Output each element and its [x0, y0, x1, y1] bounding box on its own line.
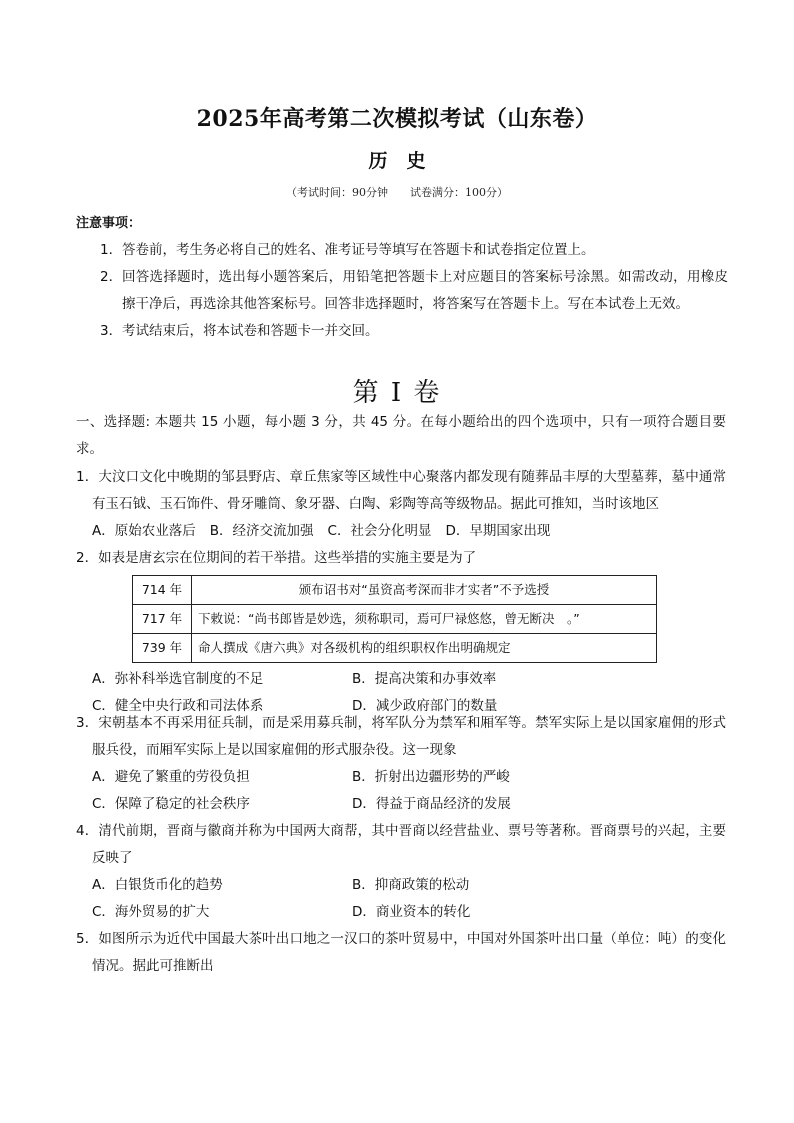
- table-cell-event: 下敕说：“尚书郎皆是妙选，须称职司，焉可尸禄悠悠，曾无断决 。”: [192, 605, 657, 634]
- page-title: 2025年高考第二次模拟考试（山东卷）: [196, 106, 598, 132]
- option-c: C．社会分化明显: [327, 523, 432, 539]
- table-cell-year: 714 年: [133, 576, 192, 605]
- table-row: [133, 576, 657, 605]
- option-b: B．提高决策和办事效率: [352, 671, 497, 687]
- notice-number: 1．: [100, 242, 123, 258]
- question-stem: 2．如表是唐玄宗在位期间的若干举措。这些举措的实施主要是为了: [76, 550, 477, 566]
- option-a: A．弥补科举选官制度的不足: [92, 671, 264, 687]
- notice-list: [100, 237, 728, 345]
- events-table: [132, 575, 657, 663]
- table-cell-year: 739 年: [133, 634, 192, 663]
- option-b: B．抑商政策的松动: [352, 877, 470, 893]
- question-3: [76, 710, 726, 818]
- question-4: [76, 818, 726, 926]
- option-a: A．原始农业落后: [92, 523, 196, 539]
- notice-number: 3．: [100, 323, 123, 339]
- notice-text: 答卷前，考生务必将自己的姓名、准考证号等填写在答题卡和试卷指定位置上。: [122, 242, 595, 258]
- question-1: [76, 464, 726, 545]
- option-a: A．白银货币化的趋势: [92, 877, 223, 893]
- table-cell-event: 命人撰成《唐六典》对各级机构的组织职权作出明确规定: [192, 634, 657, 663]
- table-row: [133, 634, 657, 663]
- option-b: B．经济交流加强: [209, 523, 314, 539]
- subject-title: 历 史: [368, 150, 426, 172]
- question-5: [76, 926, 726, 980]
- notice-item: [100, 264, 728, 318]
- question-stem: 3．宋朝基本不再采用征兵制，而是采用募兵制，将军队分为禁军和厢军等。禁军实际上是以国家雇佣的形式服兵役，而厢军实际上是以国家雇佣的形式服杂役。这一现象: [76, 715, 726, 758]
- option-a: A．避免了繁重的劳役负担: [92, 769, 250, 785]
- notice-text: 回答选择题时，选出每小题答案后，用铅笔把答题卡上对应题目的答案标号涂黑。如需改动，用橡皮擦干净后，再选涂其他答案标号。回答非选择题时，将答案写在答题卡上。写在本试卷上无效。: [122, 269, 728, 312]
- part-intro: 一、选择题: 本题共 15 小题，每小题 3 分，共 45 分。在每小题给出的四个选项中，只有一项符合题目要求。: [76, 414, 726, 457]
- question-stem: 5．如图所示为近代中国最大茶叶出口地之一汉口的茶叶贸易中，中国对外国茶叶出口量（单位：吨）的变化情况。据此可推断出: [76, 931, 726, 974]
- notice-number: 2．: [100, 269, 123, 285]
- exam-info: （考试时间：90分钟 试卷满分：100分）: [286, 186, 508, 199]
- option-d: D．减少政府部门的数量: [352, 698, 498, 714]
- option-d: D．早期国家出现: [445, 523, 551, 539]
- option-d: D．商业资本的转化: [352, 904, 471, 920]
- notice-text: 考试结束后，将本试卷和答题卡一并交回。: [122, 323, 379, 339]
- question-stem: 1．大汶口文化中晚期的邹县野店、章丘焦家等区域性中心聚落内都发现有随葬品丰厚的大型墓葬，墓中通常有玉石钺、玉石饰件、骨牙雕筒、象牙器、白陶、彩陶等高等级物品。据此可推知，当时该地区: [76, 469, 726, 512]
- notice-heading: 注意事项：: [76, 216, 142, 231]
- question-options: [76, 872, 726, 926]
- notice-item: [100, 318, 728, 345]
- option-c: C．健全中央行政和司法体系: [92, 698, 264, 714]
- option-c: C．海外贸易的扩大: [92, 904, 210, 920]
- question-2: [76, 545, 726, 720]
- option-d: D．得益于商品经济的发展: [352, 796, 511, 812]
- table-row: [133, 605, 657, 634]
- option-c: C．保障了稳定的社会秩序: [92, 796, 250, 812]
- option-b: B．折射出边疆形势的严峻: [352, 769, 510, 785]
- question-stem: 4．清代前期，晋商与徽商并称为中国两大商帮，其中晋商以经营盐业、票号等著称。晋商票号的兴起，主要反映了: [76, 823, 726, 866]
- table-cell-year: 717 年: [133, 605, 192, 634]
- question-options: [76, 518, 726, 545]
- section-title: 第 I 卷: [352, 378, 442, 408]
- table-cell-event: 颁布诏书对“虽资高考深而非才实者”不予选授: [192, 576, 657, 605]
- question-options: [76, 764, 726, 818]
- notice-item: [100, 237, 728, 264]
